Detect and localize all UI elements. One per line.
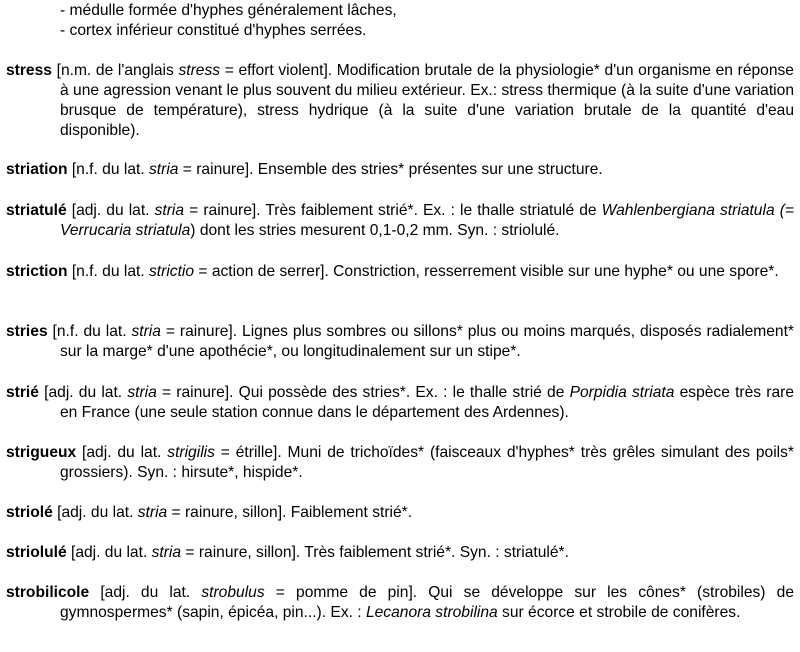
definition-text: espèce très rare en France (une seule station connue dans le département des Ardennes). (60, 384, 794, 421)
entry-text (6, 503, 794, 523)
latin-term: Lecanora strobilina (365, 604, 498, 621)
entry-text (6, 61, 794, 141)
entry-text (6, 322, 794, 362)
definition-text: [adj. du lat. (76, 444, 168, 461)
entry-striolule (6, 543, 794, 563)
definition-text: [adj. du lat. (52, 504, 138, 521)
definition-text: [n.m. de l'anglais (51, 62, 179, 79)
definition-text: = rainure, sillon]. Faiblement strié*. (167, 504, 413, 521)
entry-term: striction (6, 263, 68, 280)
entry-term: stress (6, 62, 52, 79)
latin-term: strobulus (201, 584, 265, 601)
definition-text: = étrille]. Muni de trichoïdes* (faisceaux d'hyphes* très grêles simulant des poils* grossiers). Syn. : hirsute*, hispide*. (60, 444, 795, 481)
entry-text (6, 543, 794, 563)
entry-text (6, 201, 794, 241)
definition-text: = rainure]. Lignes plus sombres ou sillons* plus ou moins marqués, disposés radialement* sur la marge* d'une apothécie*, ou longitudinalement sur un stipe*. (60, 323, 794, 360)
definition-text: [adj. du lat. (66, 202, 155, 219)
bullet-item: - cortex inférieur constitué d'hyphes serrées. (60, 22, 367, 39)
entry-strigueux (6, 443, 794, 483)
latin-term: stria (127, 384, 157, 401)
entry-term: stries (6, 323, 48, 340)
definition-text: = rainure]. Très faiblement strié*. Ex. : le thalle striatulé de (184, 202, 602, 219)
entry-text (6, 383, 794, 423)
definition-text: ) dont les stries mesurent 0,1-0,2 mm. Syn. : striolulé. (190, 222, 560, 239)
latin-term: Wahlenbergiana striatula (= Verrucaria striatula (60, 202, 794, 239)
latin-term: Porpidia striata (569, 384, 675, 401)
definition-text: = action de serrer]. Constriction, resserrement visible sur une hyphe* ou une spore*. (194, 263, 779, 280)
definition-text: = effort violent]. Modification brutale de la physiologie* d'un organisme en réponse à une agression venant le plus souvent du milieu extérieur. Ex.: stress thermique (à la suite d'une variation brusque de température), stress hydrique (à la suite d'une variation brutale de la quantité d'eau disponible). (60, 62, 794, 139)
entry-term: striolulé (6, 544, 67, 561)
definition-text: [n.f. du lat. (67, 161, 149, 178)
entry-term: striatulé (6, 202, 67, 219)
definition-text: [adj. du lat. (89, 584, 202, 601)
entry-striation (6, 160, 794, 180)
entry-term: strobilicole (6, 584, 90, 601)
latin-term: stria (137, 504, 168, 521)
bullet-list (60, 1, 790, 41)
latin-term: stria (151, 544, 182, 561)
latin-term: stria (154, 202, 185, 219)
latin-term: stress (178, 62, 221, 79)
entry-strie (6, 383, 794, 423)
entry-term: striolé (6, 504, 53, 521)
definition-text: = rainure]. Ensemble des stries* présentes sur une structure. (178, 161, 603, 178)
definition-text: = pomme de pin]. Qui se développe sur les cônes* (strobiles) de gymnospermes* (sapin, épicéa, pin...). Ex. : (60, 584, 794, 621)
definition-text: [n.f. du lat. (67, 263, 149, 280)
definition-text: [adj. du lat. (38, 384, 128, 401)
entry-striction (6, 262, 794, 282)
entry-text (6, 583, 794, 623)
latin-term: stria (149, 161, 179, 178)
definition-text: [adj. du lat. (66, 544, 152, 561)
entry-strobilicole (6, 583, 794, 623)
entry-striole (6, 503, 794, 523)
entry-term: strigueux (6, 444, 77, 461)
bullet-item: - médulle formée d'hyphes généralement lâches, (60, 2, 397, 19)
entry-text (6, 262, 794, 282)
latin-term: strictio (149, 263, 195, 280)
entry-text (6, 160, 794, 180)
entry-stries (6, 322, 794, 362)
definition-text: = rainure]. Qui possède des stries*. Ex. : le thalle strié de (156, 384, 570, 401)
entry-term: striation (6, 161, 68, 178)
entry-striatule (6, 201, 794, 241)
definition-text: [n.f. du lat. (47, 323, 132, 340)
definition-text: = rainure, sillon]. Très faiblement strié*. Syn. : striatulé*. (181, 544, 569, 561)
definition-text: sur écorce et strobile de conifères. (497, 604, 741, 621)
latin-term: stria (131, 323, 161, 340)
entry-term: strié (6, 384, 39, 401)
latin-term: strigilis (167, 444, 215, 461)
entry-text (6, 443, 794, 483)
entry-stress (6, 61, 794, 141)
